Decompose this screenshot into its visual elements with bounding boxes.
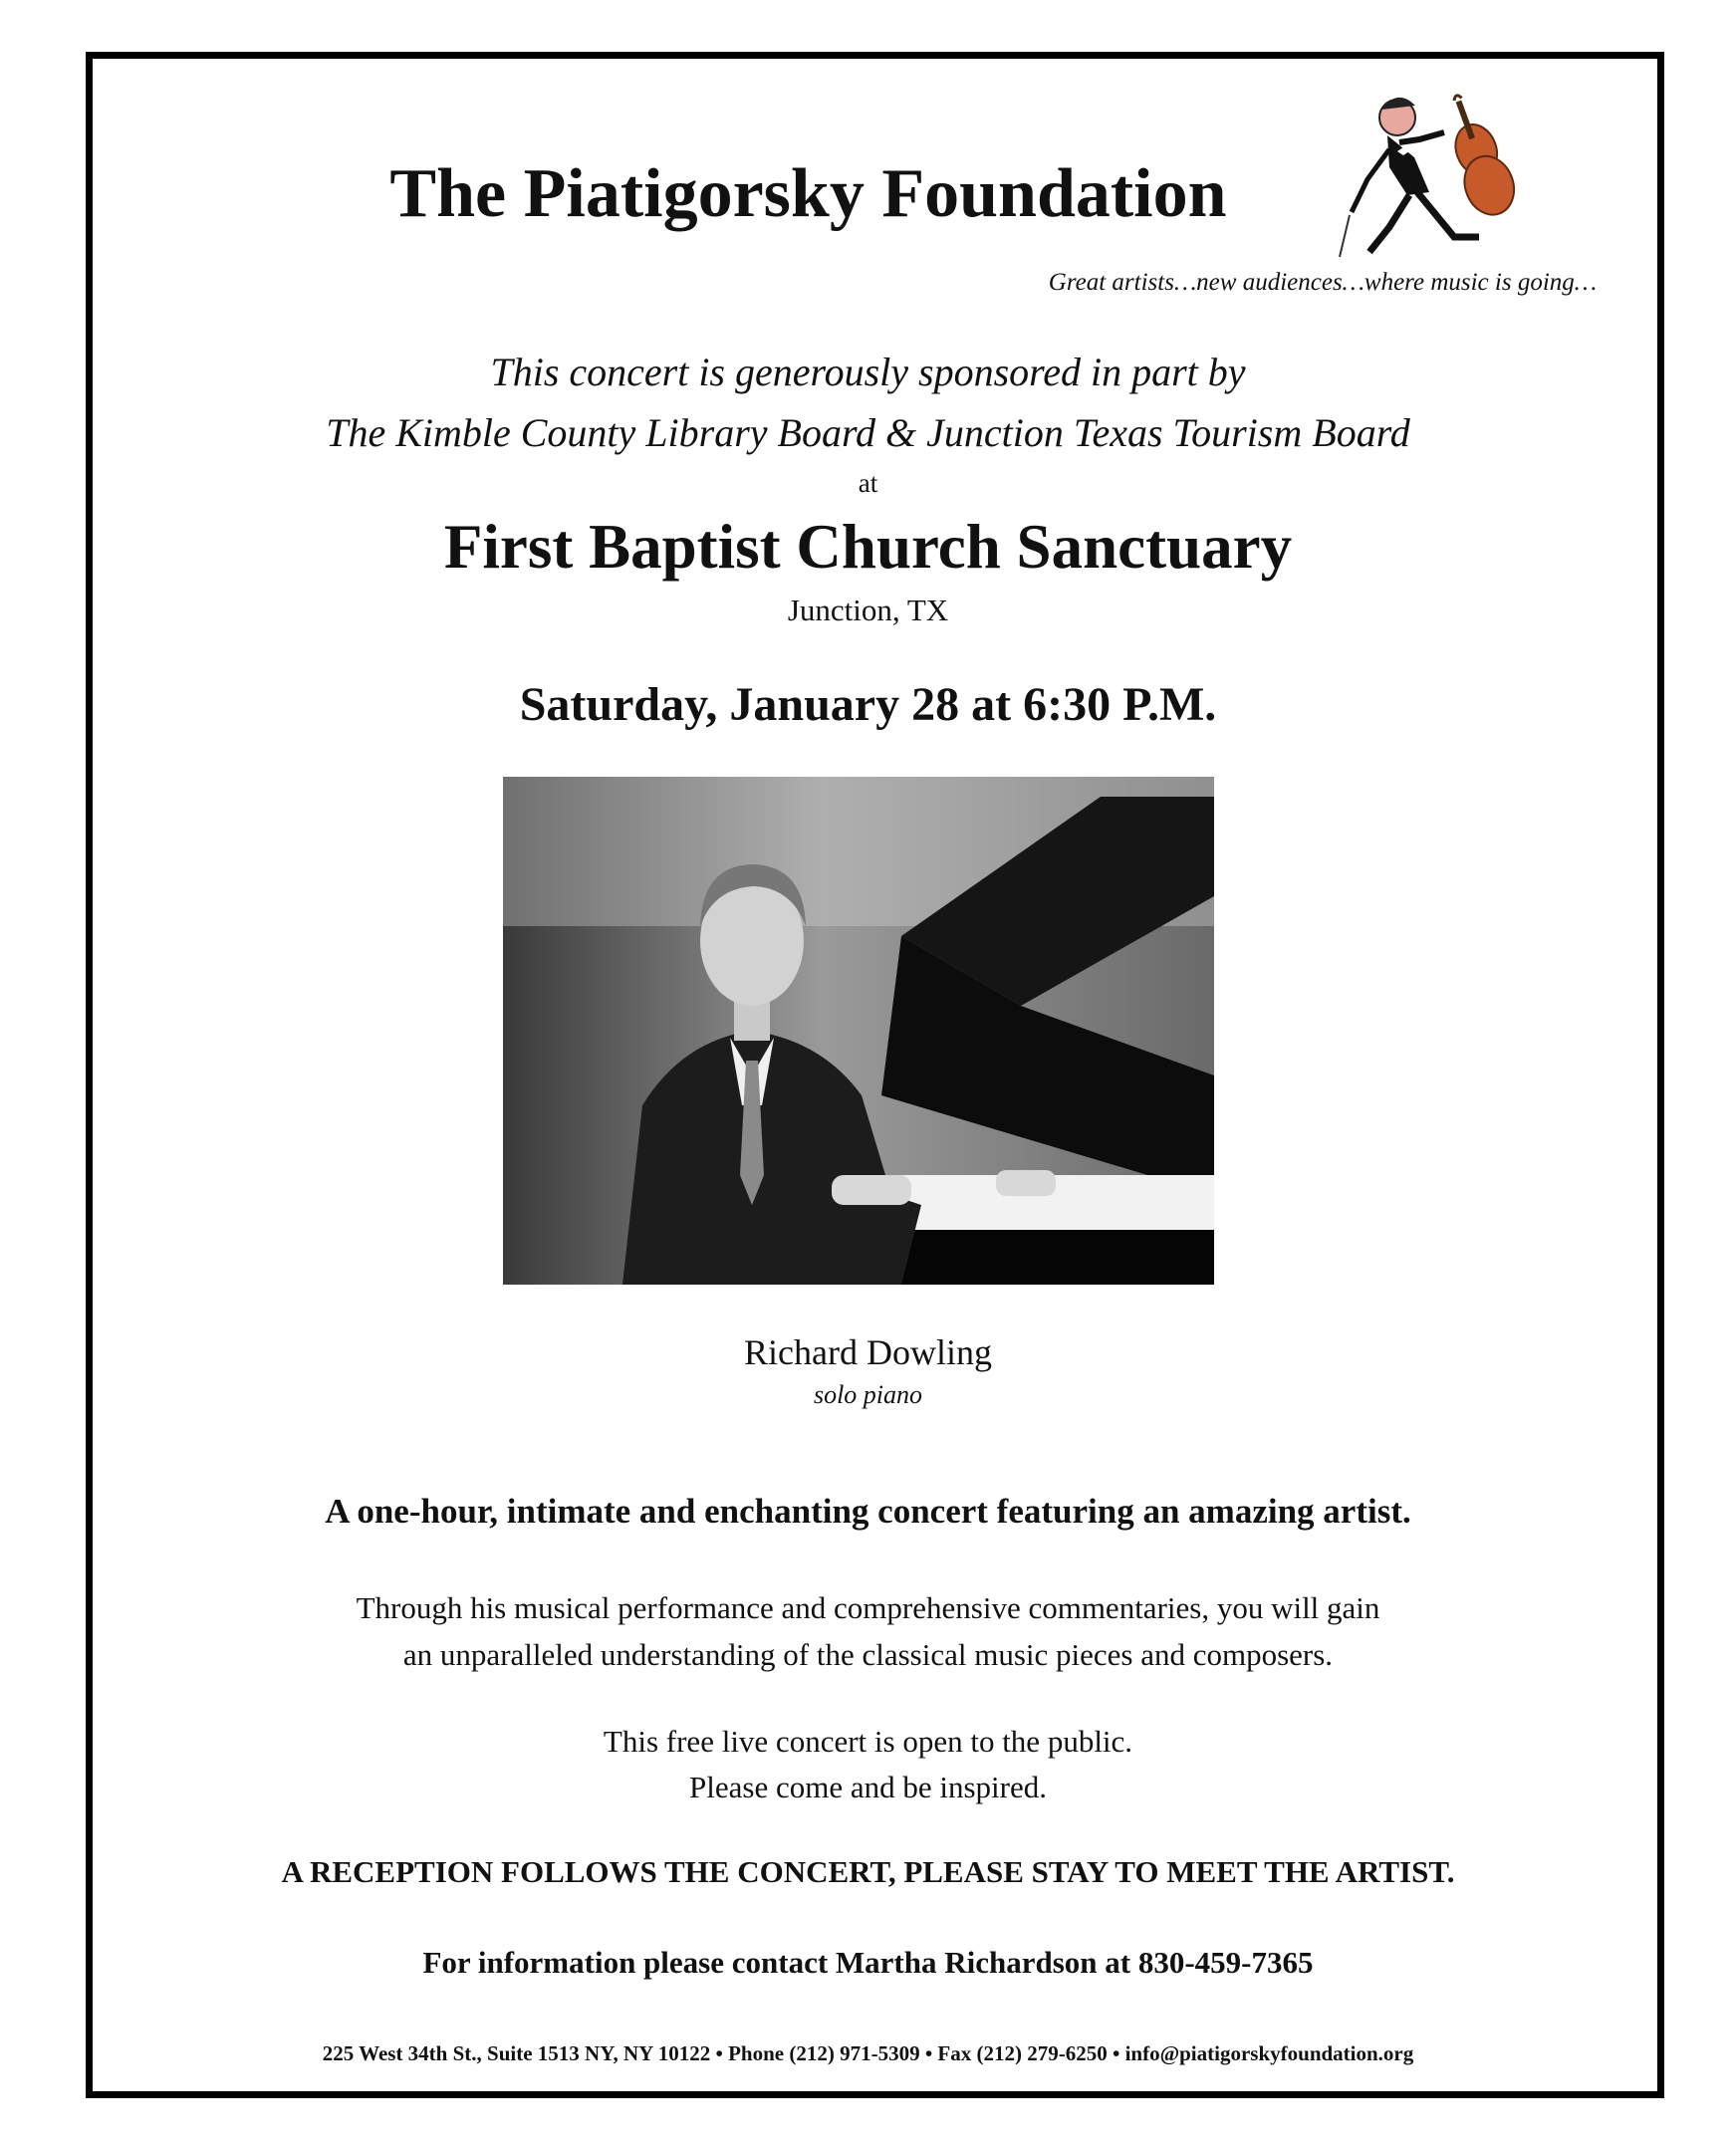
pianist-photo — [503, 777, 1214, 1285]
description-line-3: This free live concert is open to the public. — [603, 1724, 1133, 1759]
venue-city: Junction, TX — [787, 593, 949, 627]
cellist-logo-icon — [1330, 88, 1549, 259]
reception-notice: A RECEPTION FOLLOWS THE CONCERT, PLEASE STAY TO MEET THE ARTIST. — [281, 1854, 1455, 1889]
description-line-4: Please come and be inspired. — [689, 1770, 1047, 1804]
artist-name: Richard Dowling — [744, 1332, 992, 1372]
foundation-title: The Piatigorsky Foundation — [389, 155, 1227, 232]
concert-headline: A one-hour, intimate and enchanting concert featuring an amazing artist. — [325, 1492, 1411, 1531]
description-line-1: Through his musical performance and comprehensive commentaries, you will gain — [356, 1590, 1380, 1625]
at-label: at — [858, 468, 878, 498]
venue-name: First Baptist Church Sanctuary — [443, 512, 1293, 582]
event-datetime: Saturday, January 28 at 6:30 P.M. — [519, 678, 1217, 731]
contact-info: For information please contact Martha Richardson at 830-459-7365 — [422, 1945, 1314, 1980]
footer-address: 225 West 34th St., Suite 1513 NY, NY 10122 • Phone (212) 971-5309 • Fax (212) 279-6250 • info@piatigorskyfoundation.org — [322, 2041, 1414, 2065]
artist-role: solo piano — [813, 1380, 923, 1409]
sponsor-intro: This concert is generously sponsored in part by — [490, 350, 1246, 394]
description-line-2: an unparalleled understanding of the classical music pieces and composers. — [402, 1637, 1334, 1672]
sponsor-names: The Kimble County Library Board & Junction Texas Tourism Board — [326, 410, 1410, 455]
tagline: Great artists…new audiences…where music is going… — [1048, 269, 1597, 296]
